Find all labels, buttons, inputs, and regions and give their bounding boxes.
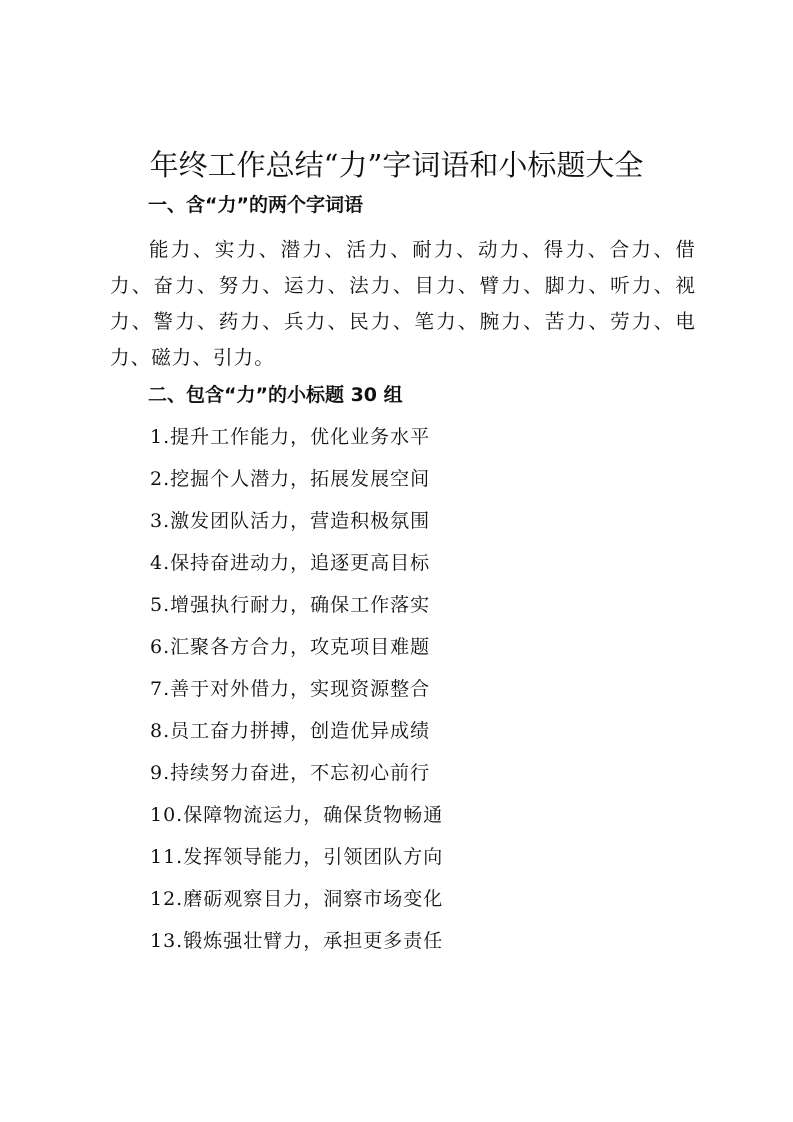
list-item: 4.保持奋进动力，追逐更高目标 — [150, 552, 431, 574]
list-item: 7.善于对外借力，实现资源整合 — [150, 678, 431, 700]
list-item: 12.磨砺观察目力，洞察市场变化 — [150, 888, 444, 910]
list-item: 8.员工奋力拼搏，创造优异成绩 — [150, 720, 431, 742]
list-item: 10.保障物流运力，确保货物畅通 — [150, 804, 444, 826]
section-heading-two-char-words: 一、含“力”的两个字词语 — [148, 194, 363, 216]
list-item: 5.增强执行耐力，确保工作落实 — [150, 594, 431, 616]
list-item: 11.发挥领导能力，引领团队方向 — [150, 846, 444, 868]
word-list-paragraph: 能力、实力、潜力、活力、耐力、动力、得力、合力、借力、奋力、努力、运力、法力、目力、臂力、脚力、听力、视力、警力、药力、兵力、民力、笔力、腕力、苦力、劳力、电力、磁力、引力。 — [110, 238, 696, 369]
list-item: 2.挖掘个人潜力，拓展发展空间 — [150, 468, 431, 490]
list-item: 3.激发团队活力，营造积极氛围 — [150, 510, 431, 532]
list-item: 6.汇聚各方合力，攻克项目难题 — [150, 636, 431, 658]
section-heading-subtitles: 二、包含“力”的小标题 30 组 — [148, 384, 403, 406]
document-title: 年终工作总结“力”字词语和小标题大全 — [149, 148, 644, 182]
list-item: 13.锻炼强壮臂力，承担更多责任 — [150, 930, 444, 952]
subtitle-list — [150, 422, 443, 968]
list-item: 1.提升工作能力，优化业务水平 — [150, 426, 431, 448]
list-item: 9.持续努力奋进，不忘初心前行 — [150, 762, 431, 784]
